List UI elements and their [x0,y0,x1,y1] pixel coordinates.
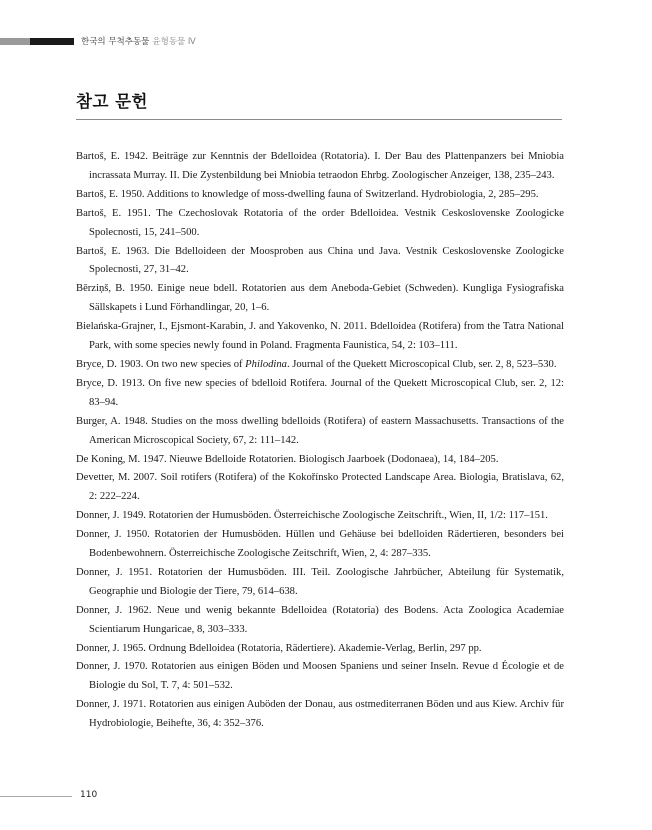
reference-item: Bartoš, E. 1942. Beiträge zur Kenntnis der Bdelloidea (Rotatoria). I. Der Bau des Plattenpanzers bei Mniobia incrassata Murray. II. Die Zystenbildung bei Mniobia tetraodon Ehrbg. Zoologischer Anzeiger, 138, 235–243. [76,151,564,181]
header-grey-bar [0,38,30,45]
running-header-section: 윤형동물 Ⅳ [152,37,196,47]
species-name-italic: Philodina [245,358,287,370]
reference-item: Burger, A. 1948. Studies on the moss dwelling bdelloids (Rotifera) of eastern Massachusetts. Transactions of the American Microscopical Society, 67, 2: 111–142. [76,415,564,446]
reference-item: Bryce, D. 1903. On two new species of Philodina. Journal of the Quekett Microscopical Club, ser. 2, 8, 523–530. [76,358,557,370]
reference-item: Bryce, D. 1913. On five new species of bdelloid Rotifera. Journal of the Quekett Microscopical Club, ser. 2, 12: 83–94. [76,377,564,408]
reference-item: Donner, J. 1970. Rotatorien aus einigen Böden und Moosen Spaniens und seiner Inseln. Revue d Écologie et de Biologie du Sol, T. 7, 4: 501–532. [76,661,564,692]
reference-item: Devetter, M. 2007. Soil rotifers (Rotifera) of the Kokořínsko Protected Landscape Area. Biologia, Bratislava, 62, 2: 222–224. [76,472,564,503]
reference-item: Donner, J. 1971. Rotatorien aus einigen Auböden der Donau, aus ostmediterranen Böden und aus Kiew. Archiv für Hydrobiologie, Beihefte, 36, 4: 352–376. [76,699,564,730]
reference-item: Donner, J. 1962. Neue und wenig bekannte Bdelloidea (Rotatoria) des Bodens. Acta Zoologica Academiae Scientiarum Hungaricae, 8, 303–333. [76,604,564,635]
page-title: 참고 문헌 [76,92,149,111]
reference-item: De Koning, M. 1947. Nieuwe Bdelloide Rotatorien. Biologisch Jaarboek (Dodonaea), 14, 184–205. [76,453,499,465]
title-divider [76,119,562,120]
reference-item: Bartoš, E. 1963. Die Bdelloideen der Moosproben aus China und Java. Vestnik Ceskoslovenske Zoologicke Spolecnosti, 27, 31–42. [76,245,564,276]
reference-item: Donner, J. 1949. Rotatorien der Humusböden. Österreichische Zoologische Zeitschrift., Wien, II, 1/2: 117–151. [76,510,548,522]
reference-item: Donner, J. 1950. Rotatorien der Humusböden. Hüllen und Gehäuse bei bdelloiden Rädertieren, besonders bei Bodenbewohnern. Österreichische Zoologische Zeitschrift, Wien, 2, 4: 287–335. [76,529,564,560]
reference-list [76,148,564,734]
reference-item: Donner, J. 1965. Ordnung Bdelloidea (Rotatoria, Rädertiere). Akademie-Verlag, Berlin, 297 pp. [76,642,482,654]
reference-item: Bērziņš, B. 1950. Einige neue bdell. Rotatorien aus dem Aneboda-Gebiet (Schweden). Kungliga Fysiografiska Sällskapets i Lund Förhandlingar, 20, 1–6. [76,283,564,314]
header-black-bar [30,38,74,45]
reference-item: Bielańska-Grajner, I., Ejsmont-Karabin, J. and Yakovenko, N. 2011. Bdelloidea (Rotifera) from the Tatra National Park, with some species newly found in Poland. Fragmenta Faunistica, 54, 2: 103–111. [76,321,564,352]
reference-item: Bartoš, E. 1950. Additions to knowledge of moss-dwelling fauna of Switzerland. Hydrobiologia, 2, 285–295. [76,188,539,200]
footer-divider [0,796,72,797]
running-header [81,35,196,47]
reference-item: Donner, J. 1951. Rotatorien der Humusböden. III. Teil. Zoologische Jahrbücher, Abteilung für Systematik, Geographie und Biologie der Tiere, 79, 614–638. [76,566,564,597]
running-header-book-title: 한국의 무척추동물 [81,37,150,47]
reference-item: Bartoš, E. 1951. The Czechoslovak Rotatoria of the order Bdelloidea. Vestnik Ceskoslovenske Zoologicke Spolecnosti, 15, 241–500. [76,207,564,238]
page-number: 110 [80,790,98,800]
